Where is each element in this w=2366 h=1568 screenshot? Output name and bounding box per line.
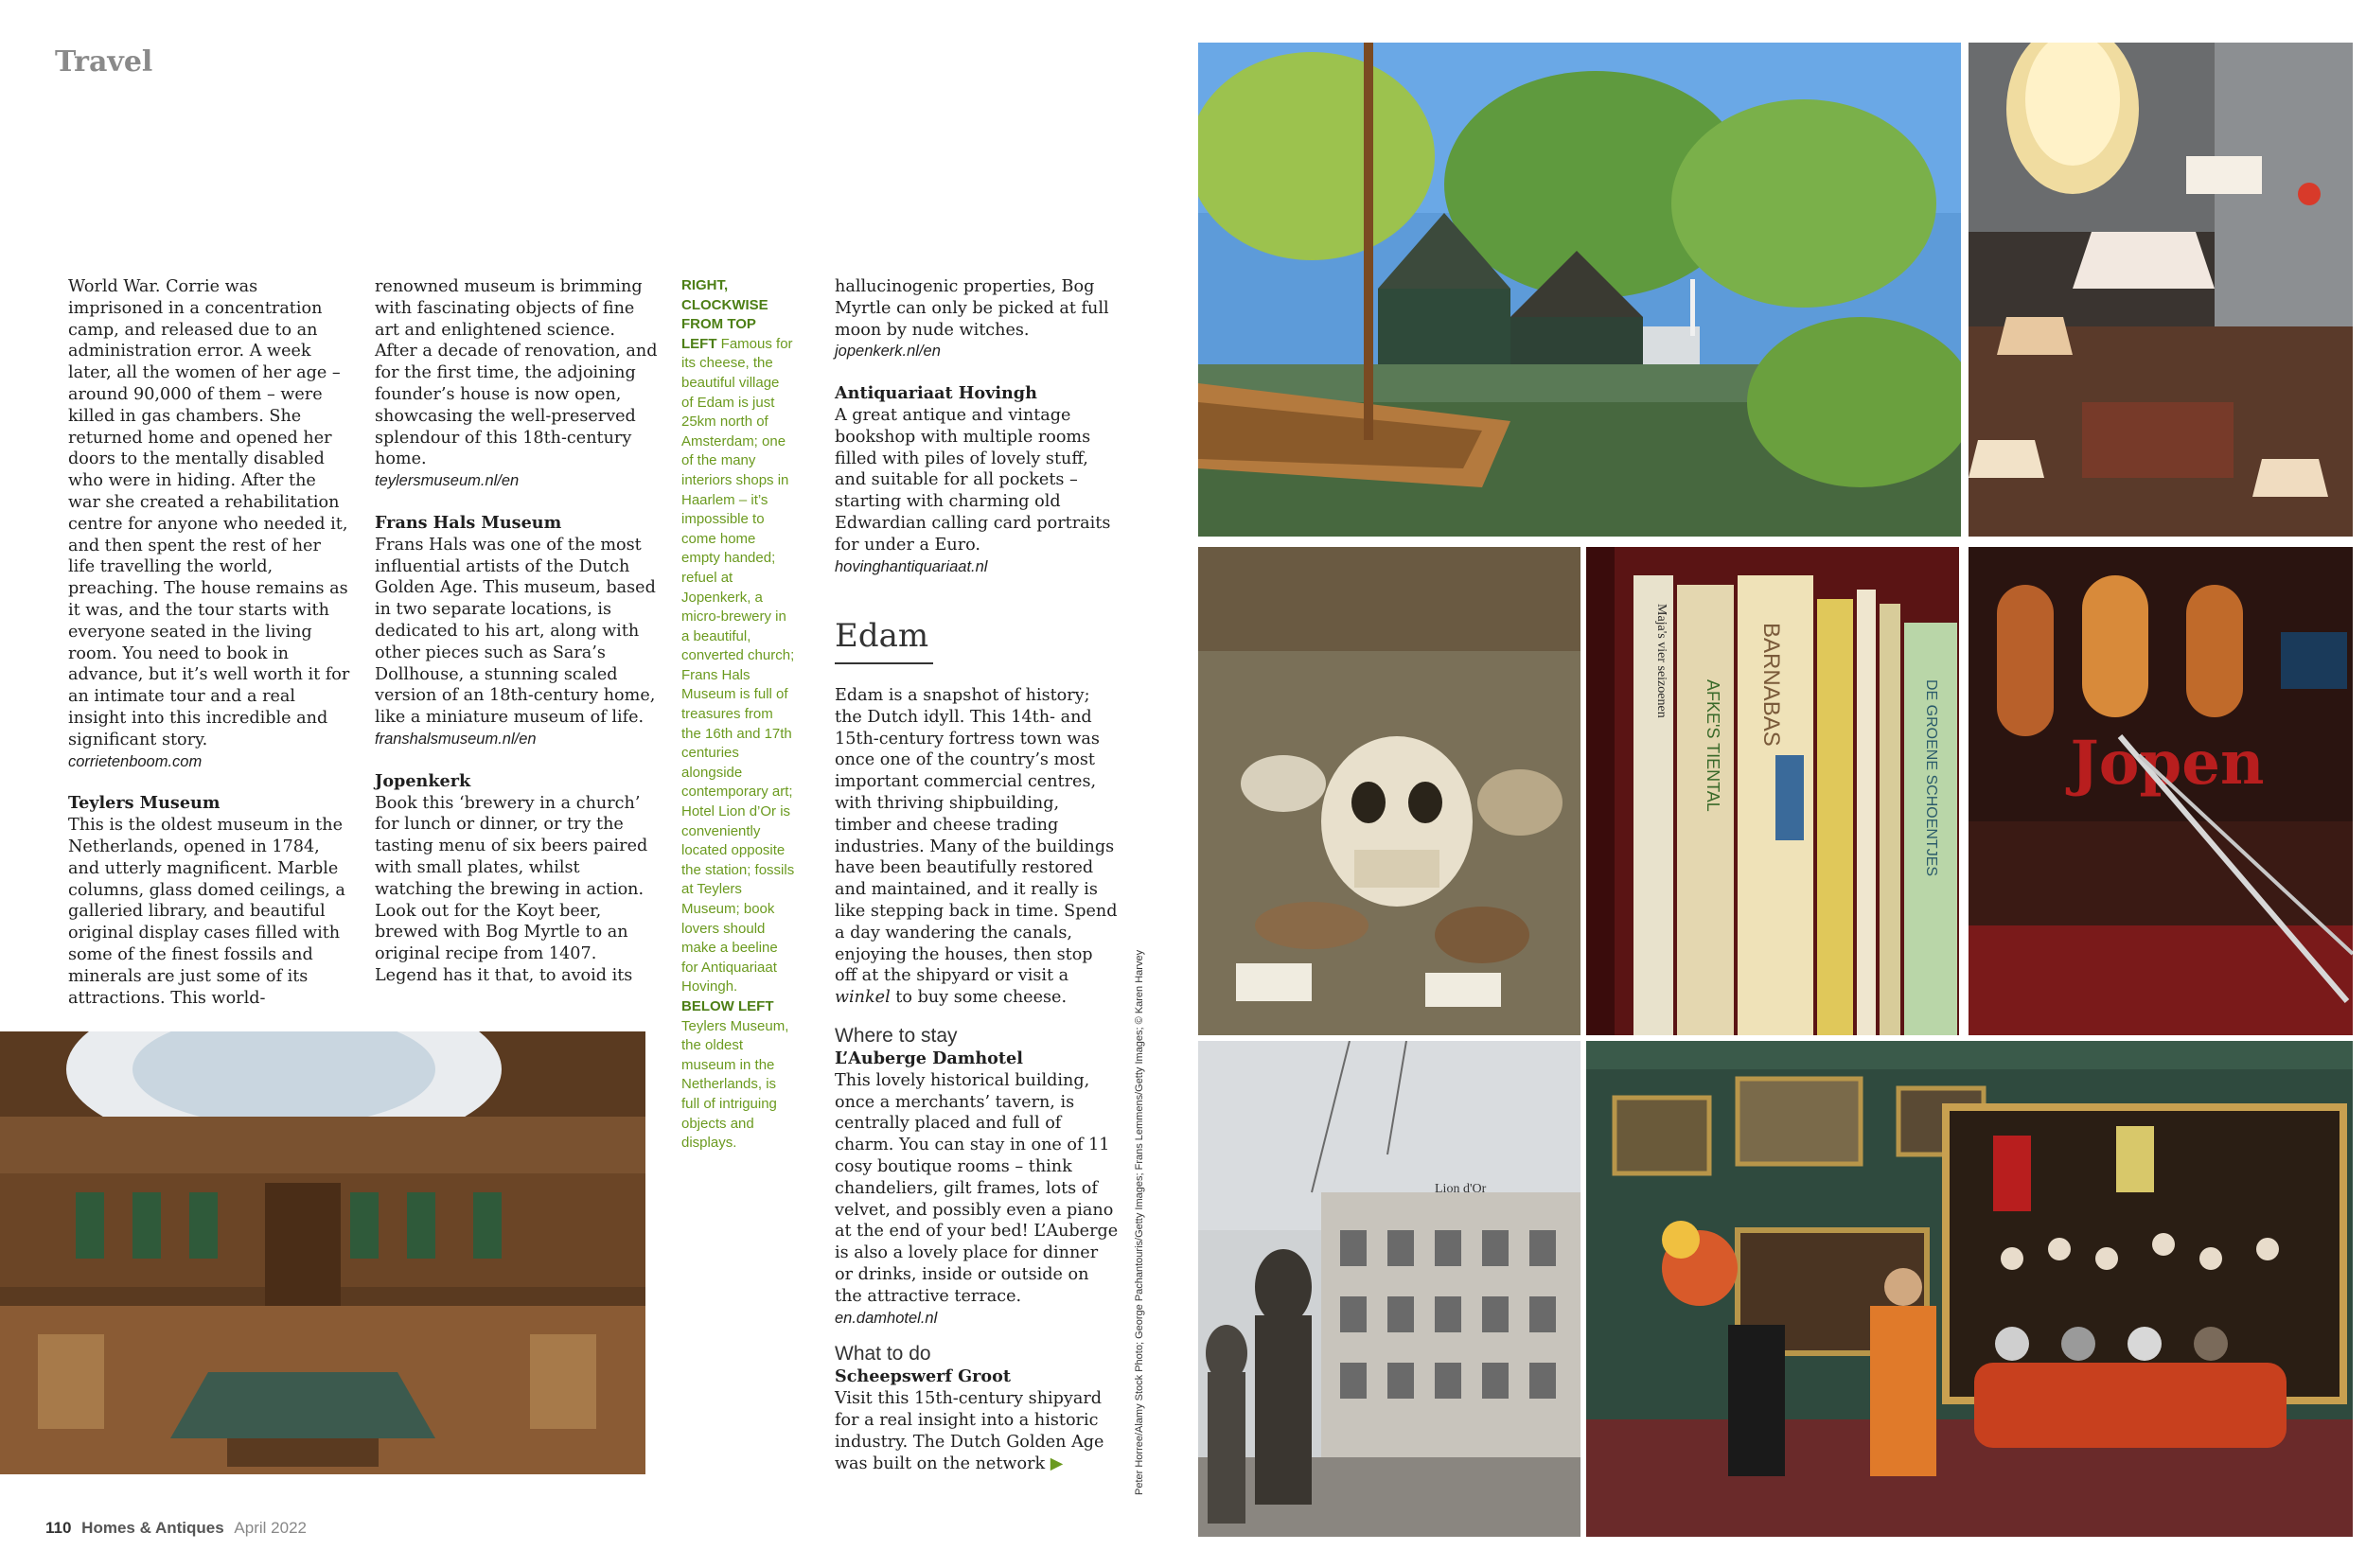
text-run: to buy some cheese. xyxy=(890,988,1068,1008)
book-title: AFKE'S TIENTAL xyxy=(1704,679,1722,812)
magazine-name: Homes & Antiques xyxy=(81,1519,224,1537)
heading-scheepswerf-groot: Scheepswerf Groot xyxy=(835,1366,1011,1387)
paragraph: hallucinogenic properties, Bog Myrtle can only be picked at full moon by nude witches. xyxy=(835,277,1109,340)
page-number: 110 xyxy=(45,1519,72,1537)
article-column-1 xyxy=(68,276,352,1009)
paragraph: Frans Hals was one of the most influential artists of the Dutch Golden Age. This museum, based in two separate locations, is dedicated to his art, along with other pieces such as Sara’s Dollhouse, a stunning scaled version of an 18th-century home, like a miniature museum of life. xyxy=(375,535,656,728)
article-column-2 xyxy=(375,276,659,987)
section-label: Travel xyxy=(55,45,153,79)
photo-hotel-lion-dor xyxy=(1198,1041,1580,1537)
hotel-sign: Lion d'Or xyxy=(1435,1182,1487,1196)
article-column-4-lower xyxy=(835,685,1119,1474)
continue-arrow-icon: ▶ xyxy=(1050,1453,1064,1473)
caption-text: Teylers Museum, the oldest museum in the Netherlands, is full of intriguing objects and displays. xyxy=(681,1017,789,1152)
photo-frans-hals-museum xyxy=(1586,1041,2353,1537)
photo-teylers-museum xyxy=(0,1031,645,1474)
link-jopenkerk[interactable]: jopenkerk.nl/en xyxy=(835,343,941,361)
heading-teylers-museum: Teylers Museum xyxy=(68,793,221,814)
book-title: DE GROENE SCHOENTJES xyxy=(1923,679,1939,877)
photo-caption xyxy=(681,276,795,1154)
paragraph: This lovely historical building, once a merchants’ tavern, is centrally placed and full of charm. You can stay in one of 11 cosy boutique rooms – think chandeliers, gilt frames, lots of velvet, and possibly even a piano at the end of your bed! L’Auberge is also a lovely place for dinner or drinks, inside or outside on the attractive terrace. xyxy=(835,1070,1119,1306)
jopen-sign: Jopen xyxy=(2070,728,2265,799)
edam-heading: Edam xyxy=(835,617,929,655)
subheading-where-to-stay: Where to stay xyxy=(835,1024,958,1047)
photo-jopenkerk xyxy=(1969,547,2353,1035)
caption-text: Famous for its cheese, the beautiful village of Edam is just 25km north of Amsterdam; one of the many interiors shops in Haarlem – it’s impossible to come home empty handed; refuel at Jopenkerk, a micro-brewery in a beautiful, converted church; Frans Hals Museum is full of treasures from the 16th and 17th centuries alongside contemporary art; Hotel Lion d’Or is conveniently located opposite the station; fossils at Teylers Museum; book lovers should make a beeline for Antiquariaat Hovingh. xyxy=(681,335,795,995)
photo-books xyxy=(1586,547,1959,1035)
heading-frans-hals-museum: Frans Hals Museum xyxy=(375,512,562,533)
photo-edam-canal xyxy=(1198,43,1961,537)
subheading-what-to-do: What to do xyxy=(835,1343,931,1365)
link-teylersmuseum[interactable]: teylersmuseum.nl/en xyxy=(375,472,520,490)
book-title: Maja's vier seizoenen xyxy=(1654,604,1669,718)
link-franshalsmuseum[interactable]: franshalsmuseum.nl/en xyxy=(375,730,537,748)
link-damhotel[interactable]: en.damhotel.nl xyxy=(835,1309,938,1327)
paragraph: Book this ‘brewery in a church’ for lunch or dinner, or try the tasting menu of six beers paired with small plates, whilst watching the brewing in action. Look out for the Koyt beer, brewed with Bog Myrtle to an original recipe from 1407. Legend has it that, to avoid its xyxy=(375,793,648,985)
page-footer xyxy=(45,1519,307,1538)
photo-interiors-shop xyxy=(1969,43,2353,537)
italic-word: winkel xyxy=(835,988,891,1008)
text-run: Edam is a snapshot of history; the Dutch idyll. This 14th- and 15th-century fortress town was once one of the country’s most important commercial centres, with thriving shipbuilding, timber and cheese trading industries. Many of the buildings have been beautifully restored and maintained, and it really is like stepping back in time. Spend a day wandering the canals, enjoying the houses, then stop off at the shipyard or visit a xyxy=(835,686,1118,986)
paragraph: renowned museum is brimming with fascinating objects of fine art and enlightened science. After a decade of renovation, and for the first time, the adjoining founder’s house is now open, showcasing the well-preserved splendour of this 18th-century home. xyxy=(375,277,658,469)
photo-credit: Peter Horree/Alamy Stock Photo; George Pachantouris/Getty Images; Frans Lemmens/Getty Images; © Karen Harvey xyxy=(1134,949,1145,1495)
heading-antiquariaat-hovingh: Antiquariaat Hovingh xyxy=(835,383,1037,404)
book-title: BARNABAS xyxy=(1758,623,1784,747)
article-column-4 xyxy=(835,276,1119,577)
text-run: Visit this 15th-century shipyard for a real insight into a historic industry. The Dutch Golden Age was built on the network xyxy=(835,1389,1104,1473)
heading-rule xyxy=(835,662,933,664)
paragraph: World War. Corrie was imprisoned in a concentration camp, and released due to an administration error. A week later, all the women of her age – around 90,000 of them – were killed in gas chambers. She returned home and opened her doors to the mentally disabled who were in hiding. After the war she created a rehabilitation centre for anyone who needed it, and then spent the rest of her life travelling the world, preaching. The house remains as it was, and the tour starts with everyone seated in the living room. You need to book in advance, but it’s well worth it for an intimate tour and a real insight into this incredible and significant story. xyxy=(68,277,350,749)
photo-fossils xyxy=(1198,547,1580,1035)
paragraph: A great antique and vintage bookshop with multiple rooms filled with piles of lovely stuff, and suitable for all pockets – starting with charming old Edwardian calling card portraits for under a Euro. xyxy=(835,405,1111,555)
caption-lead: BELOW LEFT xyxy=(681,997,774,1014)
link-corrietenboom[interactable]: corrietenboom.com xyxy=(68,752,203,770)
heading-lauberge-damhotel: L’Auberge Damhotel xyxy=(835,1048,1023,1068)
issue-date: April 2022 xyxy=(234,1519,307,1537)
paragraph: This is the oldest museum in the Netherlands, opened in 1784, and utterly magnificent. Marble columns, glass domed ceilings, a galleried library, and beautiful original display cases filled with some of the finest fossils and minerals are just some of its attractions. This world- xyxy=(68,816,345,1008)
heading-jopenkerk: Jopenkerk xyxy=(375,770,471,791)
link-hovingh[interactable]: hovinghantiquariaat.nl xyxy=(835,557,988,575)
paragraph-edam xyxy=(835,685,1119,1009)
paragraph xyxy=(835,1388,1119,1474)
caption-lead: RIGHT, CLOCKWISE FROM TOP LEFT xyxy=(681,277,768,352)
